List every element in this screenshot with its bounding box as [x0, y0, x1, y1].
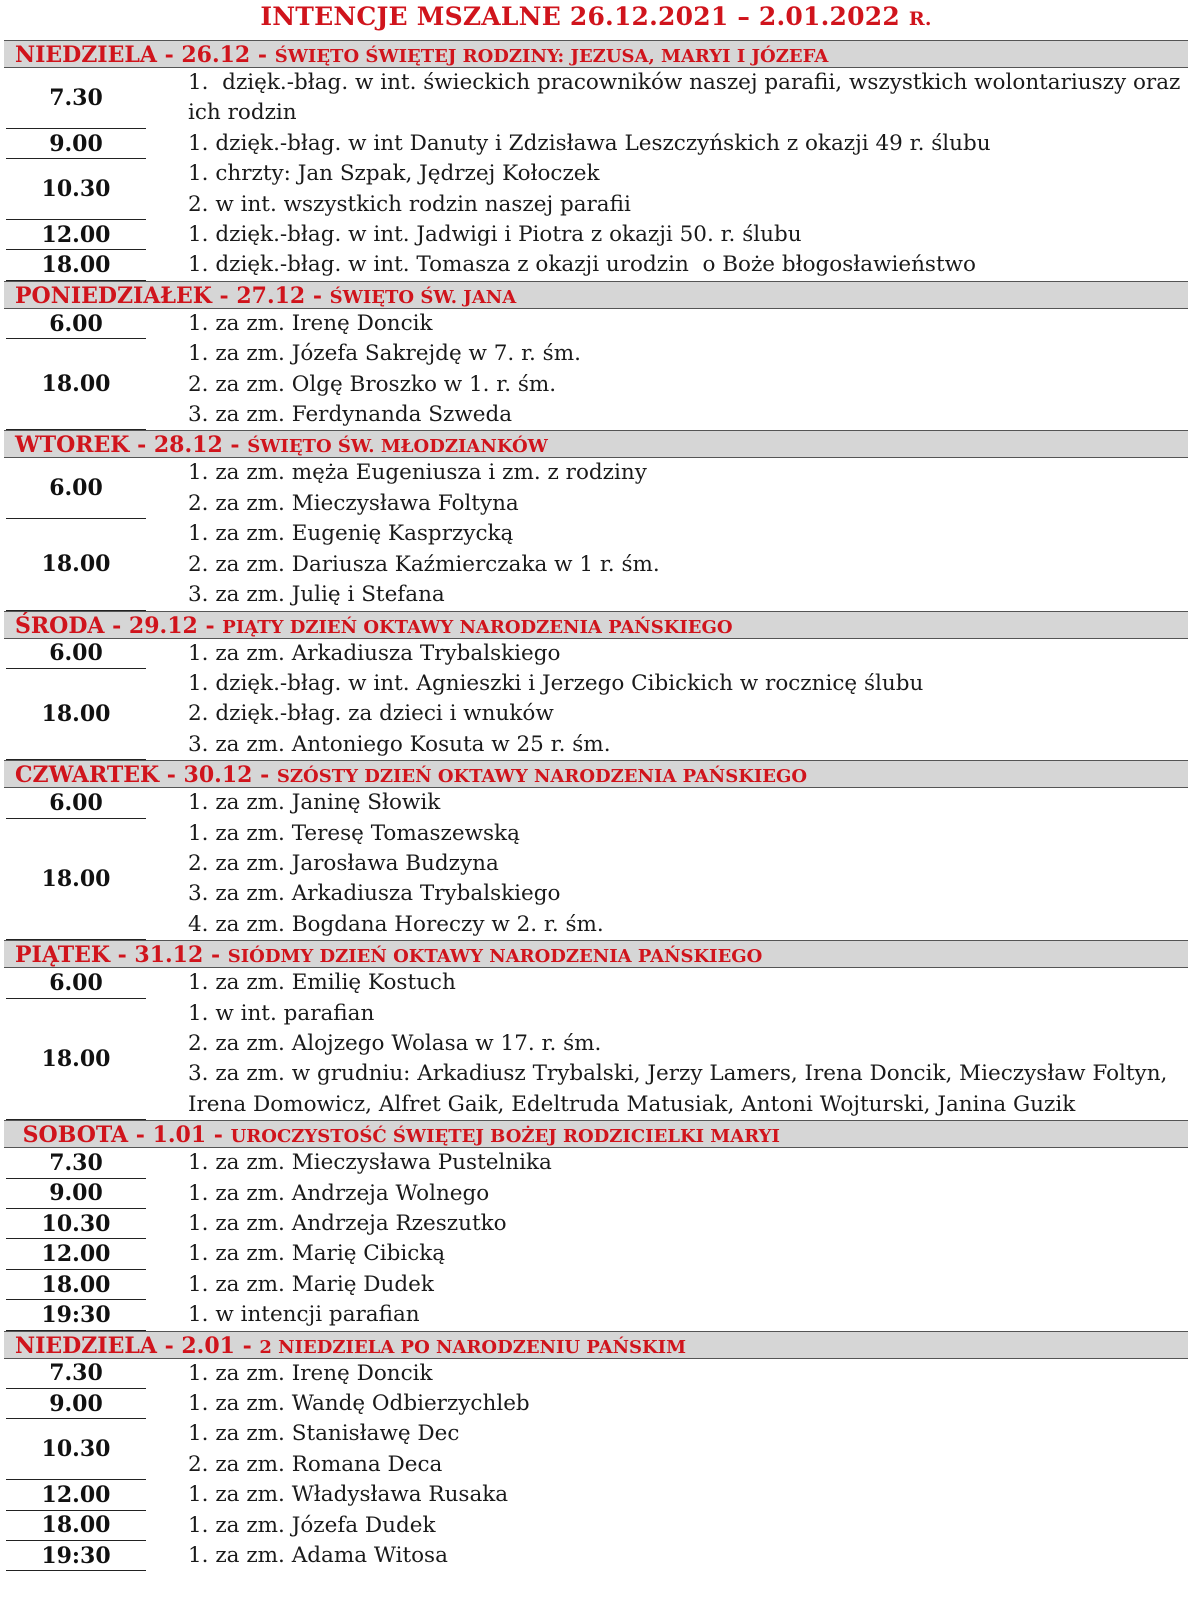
mass-row: [4, 309, 1188, 339]
mass-row: [4, 1148, 1188, 1178]
intention-item: 1. dzięk.-błag. w int. Agnieszki i Jerzego Cibickich w rocznicę ślubu: [188, 670, 924, 696]
mass-row: [4, 639, 1188, 669]
intention-list: [188, 339, 1188, 430]
intention-list: [188, 1209, 1188, 1239]
intention-item: 3. za zm. w grudniu: Arkadiusz Trybalski, Jerzy Lamers, Irena Doncik, Mieczysław Foltyn, Irena Domowicz, Alfret Gaik, Edeltruda Matusiak, Antoni Wojturski, Janina Guzik: [188, 1061, 1175, 1117]
mass-time: 9.00: [6, 1179, 146, 1209]
day-section: [4, 940, 1188, 1120]
intention-list: [188, 519, 1188, 610]
intention-item: 1. za zm. Adama Witosa: [188, 1543, 448, 1569]
intention-item: 3. za zm. Ferdynanda Szweda: [188, 402, 513, 428]
mass-row: [4, 250, 1188, 280]
mass-time: 18.00: [6, 1511, 146, 1541]
intention-item: 1. za zm. Mieczysława Pustelnika: [188, 1150, 552, 1176]
day-header: [4, 281, 1188, 309]
intention-item: 3. za zm. Antoniego Kosuta w 25 r. śm.: [188, 731, 611, 757]
intention-list: [188, 250, 1188, 280]
mass-time: 6.00: [6, 309, 146, 339]
intention-list: [188, 1541, 1188, 1571]
intention-item: 1. za zm. Marię Dudek: [188, 1271, 434, 1297]
mass-row: [4, 159, 1188, 220]
feast-name: UROCZYSTOŚĆ ŚWIĘTEJ BOŻEJ RODZICIELKI MARYI: [230, 1126, 780, 1148]
intention-item: 2. za zm. Alojzego Wolasa w 17. r. śm.: [188, 1030, 602, 1056]
intention-item: 1. za zm. Andrzeja Rzeszutko: [188, 1211, 507, 1236]
intention-item: 1. za zm. Marię Cibicką: [188, 1241, 446, 1267]
intention-list: [188, 309, 1188, 339]
intention-list: [188, 788, 1188, 818]
mass-row: [4, 1541, 1188, 1571]
day-header: [4, 1120, 1188, 1148]
intention-item: 2. za zm. Jarosława Budzyna: [188, 850, 499, 876]
intention-item: 1. dzięk.-błag. w int Danuty i Zdzisława Leszczyńskich z okazji 49 r. ślubu: [188, 130, 991, 156]
intention-list: [188, 819, 1188, 941]
intention-list: [188, 1511, 1188, 1541]
intention-list: [188, 1148, 1188, 1178]
mass-time: 18.00: [6, 819, 146, 941]
intention-item: 1. za zm. Irenę Doncik: [188, 310, 433, 336]
mass-row: [4, 1359, 1188, 1389]
intention-item: 3. za zm. Julię i Stefana: [188, 582, 445, 608]
intention-item: 1. za zm. Józefa Sakrejdę w 7. r. śm.: [188, 341, 581, 367]
intention-item: 2. w int. wszystkich rodzin naszej parafii: [188, 191, 631, 217]
mass-row: [4, 68, 1188, 129]
day-section: [4, 760, 1188, 940]
mass-row: [4, 1389, 1188, 1419]
mass-row: [4, 129, 1188, 159]
day-label: NIEDZIELA - 26.12 -: [15, 42, 275, 68]
day-section: [4, 611, 1188, 761]
intention-item: 1. za zm. Stanisławę Dec: [188, 1421, 460, 1447]
day-label: ŚRODA - 29.12 -: [15, 612, 223, 639]
page-title: [0, 0, 1192, 40]
day-section: [4, 281, 1188, 431]
mass-time: 9.00: [6, 1389, 146, 1419]
intention-list: [188, 68, 1188, 129]
intention-item: 1. za zm. Irenę Doncik: [188, 1360, 433, 1386]
intention-list: [188, 1480, 1188, 1510]
day-header: [4, 940, 1188, 968]
intention-item: 1. dzięk.-błag. w int. świeckich pracowników naszej parafii, wszystkich wolontariuszy oraz ich rodzin: [188, 70, 1188, 126]
day-label: PIĄTEK - 31.12 -: [15, 942, 228, 969]
intention-item: 2. za zm. Mieczysława Foltyna: [188, 490, 519, 516]
intention-list: [188, 999, 1188, 1121]
intention-list: [188, 1270, 1188, 1300]
feast-name: PIĄTY DZIEŃ OKTAWY NARODZENIA PAŃSKIEGO: [222, 616, 733, 638]
intention-item: 1. za zm. Wandę Odbierzychleb: [188, 1391, 530, 1417]
mass-row: [4, 519, 1188, 610]
feast-name: ŚWIĘTO ŚW. MŁODZIANKÓW: [247, 436, 548, 458]
day-section: [4, 430, 1188, 610]
mass-row: [4, 1419, 1188, 1480]
mass-time: 18.00: [6, 250, 146, 280]
mass-row: [4, 1179, 1188, 1209]
intention-item: 1. za zm. Władysława Rusaka: [188, 1482, 509, 1508]
mass-time: 18.00: [6, 1270, 146, 1300]
mass-time: 19:30: [6, 1541, 146, 1571]
mass-time: 6.00: [6, 788, 146, 818]
mass-time: 12.00: [6, 1239, 146, 1269]
feast-name: SZÓSTY DZIEŃ OKTAWY NARODZENIA PAŃSKIEGO: [276, 766, 808, 788]
mass-time: 6.00: [6, 968, 146, 998]
day-label: PONIEDZIAŁEK - 27.12 -: [15, 282, 330, 309]
page-title-text: INTENCJE MSZALNE 26.12.2021 – 2.01.2022: [260, 2, 900, 31]
intention-item: 1. za zm. Andrzeja Wolnego: [188, 1180, 490, 1206]
day-label: WTOREK - 28.12 -: [15, 432, 248, 459]
intention-item: 4. za zm. Bogdana Horeczy w 2. r. śm.: [188, 911, 604, 937]
mass-time: 6.00: [6, 639, 146, 669]
mass-time: 9.00: [6, 129, 146, 159]
intention-item: 2. za zm. Romana Deca: [188, 1451, 443, 1477]
day-header: [4, 760, 1188, 788]
intention-item: 1. za zm. męża Eugeniusza i zm. z rodziny: [188, 460, 647, 486]
day-section: [4, 1331, 1188, 1572]
mass-time: 12.00: [6, 1480, 146, 1510]
intention-list: [188, 1239, 1188, 1269]
page-title-suffix: R.: [908, 8, 932, 30]
mass-time: 7.30: [6, 68, 146, 129]
mass-row: [4, 1480, 1188, 1510]
intention-item: 2. dzięk.-błag. za dzieci i wnuków: [188, 701, 554, 727]
intention-item: 3. za zm. Arkadiusza Trybalskiego: [188, 881, 561, 907]
feast-name: SIÓDMY DZIEŃ OKTAWY NARODZENIA PAŃSKIEGO: [227, 946, 763, 968]
mass-time: 7.30: [6, 1359, 146, 1389]
mass-row: [4, 1300, 1188, 1330]
day-header: [4, 40, 1188, 68]
mass-row: [4, 819, 1188, 941]
intention-item: 2. za zm. Dariusza Kaźmierczaka w 1 r. śm.: [188, 551, 660, 577]
mass-time: 6.00: [6, 458, 146, 519]
mass-time: 10.30: [6, 1209, 146, 1239]
intention-item: 1. za zm. Teresę Tomaszewską: [188, 820, 520, 846]
mass-row: [4, 1239, 1188, 1269]
intention-list: [188, 1419, 1188, 1480]
intention-list: [188, 1359, 1188, 1389]
mass-time: 19:30: [6, 1300, 146, 1330]
mass-time: 18.00: [6, 519, 146, 610]
intention-item: 1. chrzty: Jan Szpak, Jędrzej Kołoczek: [188, 161, 600, 187]
intention-list: [188, 669, 1188, 760]
intention-item: 1. za zm. Eugenię Kasprzycką: [188, 521, 514, 547]
intention-list: [188, 1300, 1188, 1330]
feast-name: ŚWIĘTO ŚW. JANA: [329, 286, 517, 308]
mass-time: 18.00: [6, 669, 146, 760]
day-section: [4, 1120, 1188, 1330]
intention-list: [188, 1179, 1188, 1209]
intention-list: [188, 159, 1188, 220]
day-label: CZWARTEK - 30.12 -: [15, 762, 277, 789]
intention-item: 1. w int. parafian: [188, 1000, 375, 1026]
intention-item: 1. za zm. Emilię Kostuch: [188, 970, 456, 996]
mass-row: [4, 669, 1188, 760]
intention-list: [188, 1389, 1188, 1419]
intention-list: [188, 129, 1188, 159]
mass-row: [4, 1511, 1188, 1541]
intention-item: 2. za zm. Olgę Broszko w 1. r. śm.: [188, 371, 557, 397]
mass-time: 7.30: [6, 1148, 146, 1178]
intention-item: 1. w intencji parafian: [188, 1302, 420, 1328]
intention-list: [188, 639, 1188, 669]
intention-item: 1. za zm. Arkadiusza Trybalskiego: [188, 640, 561, 666]
mass-time: 10.30: [6, 1419, 146, 1480]
intention-item: 1. dzięk.-błag. w int. Jadwigi i Piotra z okazji 50. r. ślubu: [188, 222, 802, 248]
feast-name: 2 NIEDZIELA PO NARODZENIU PAŃSKIM: [259, 1336, 687, 1358]
day-header: [4, 430, 1188, 458]
day-label: SOBOTA - 1.01 -: [15, 1122, 231, 1149]
day-header: [4, 611, 1188, 639]
mass-row: [4, 968, 1188, 998]
intention-list: [188, 220, 1188, 250]
day-header: [4, 1331, 1188, 1359]
mass-row: [4, 999, 1188, 1121]
mass-schedule: [0, 40, 1192, 1571]
mass-row: [4, 458, 1188, 519]
intention-item: 1. za zm. Janinę Słowik: [188, 790, 441, 816]
mass-row: [4, 339, 1188, 430]
intention-list: [188, 968, 1188, 998]
intention-list: [188, 458, 1188, 519]
mass-row: [4, 788, 1188, 818]
day-label: NIEDZIELA - 2.01 -: [15, 1332, 260, 1359]
day-section: [4, 40, 1188, 281]
intention-item: 1. dzięk.-błag. w int. Tomasza z okazji urodzin o Boże błogosławieństwo: [188, 252, 976, 278]
mass-row: [4, 220, 1188, 250]
mass-time: 18.00: [6, 339, 146, 430]
mass-time: 10.30: [6, 159, 146, 220]
mass-time: 12.00: [6, 220, 146, 250]
intention-item: 1. za zm. Józefa Dudek: [188, 1512, 436, 1538]
mass-time: 18.00: [6, 999, 146, 1121]
feast-name: ŚWIĘTO ŚWIĘTEJ RODZINY: JEZUSA, MARYI I JÓZEFA: [274, 46, 829, 67]
mass-row: [4, 1209, 1188, 1239]
mass-row: [4, 1270, 1188, 1300]
